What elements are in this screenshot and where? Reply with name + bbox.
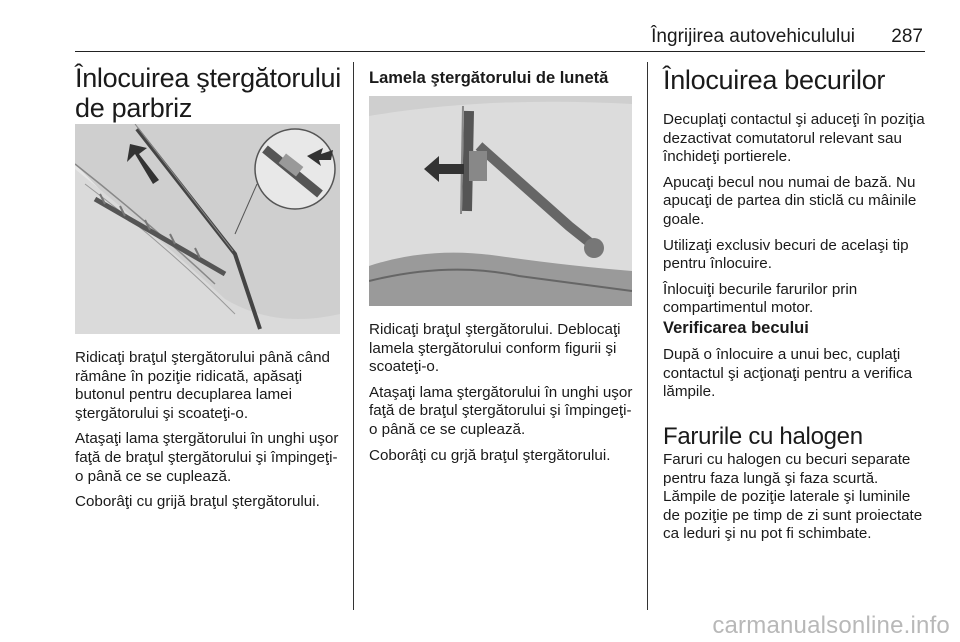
rear-wiper-illustration — [369, 96, 632, 306]
paragraph: Înlocuiţi becurile farurilor prin compartimentul motor. — [663, 280, 858, 317]
watermark: carmanualsonline.info — [712, 612, 950, 639]
section-heading-windscreen-wiper: Înlocuirea ştergătorului de parbriz — [75, 63, 341, 123]
paragraph: Utilizaţi exclusiv becuri de acelaşi tip pentru înlocuire. — [663, 236, 909, 273]
paragraph: După o înlocuire a unui bec, cuplaţi contactul şi acţionaţi pentru a verifica lămpile. — [663, 346, 913, 401]
section-heading-bulb-replacement: Înlocuirea becurilor — [663, 65, 886, 95]
rear-wiper-text — [369, 321, 635, 465]
column-divider-2 — [647, 62, 648, 610]
paragraph: Apucaţi becul nou numai de bază. Nu apucaţi de partea din sticlă cu mâinile goale. — [663, 173, 917, 228]
paragraph: Ataşaţi lama ştergătorului în unghi uşor faţă de braţul ştergătorului şi împingeţi-o până ce se cuplează. — [75, 430, 339, 485]
paragraph: Ataşaţi lama ştergătorului în unghi uşor faţă de braţul ştergătorului şi împingeţi-o până ce se cuplează. — [369, 383, 633, 438]
section-heading-halogen-headlights: Farurile cu halogen — [663, 423, 863, 450]
paragraph: Ridicaţi braţul ştergătorului. Deblocaţi lamela ştergătorului conform figurii şi scoateţi-o. — [369, 321, 621, 376]
column-divider-1 — [353, 62, 354, 610]
figure-rear-wiper — [369, 96, 632, 306]
page-header — [75, 26, 925, 52]
header-title: Îngrijirea autovehiculului — [651, 26, 855, 47]
header-rule — [75, 51, 925, 52]
page-number: 287 — [891, 26, 923, 47]
section-heading-rear-wiper: Lamela ştergătorului de lunetă — [369, 69, 609, 87]
windscreen-wiper-text — [75, 349, 343, 512]
paragraph: Faruri cu halogen cu becuri separate pentru faza lungă şi faza scurtă. Lămpile de poziţie laterale şi luminile de poziţie pe timp de zi sunt proiectate ca leduri şi nu pot fi schimbate. — [663, 451, 923, 543]
figure-windscreen-wiper — [75, 124, 340, 334]
paragraph: Decuplaţi contactul şi aduceţi în poziţia dezactivat comutatorul relevant sau închideţi portierele. — [663, 111, 925, 166]
paragraph: Ridicaţi braţul ştergătorului până când rămâne în poziţie ridicată, apăsaţi butonul pentru decuplarea lamei ştergătorului şi scoateţi-o. — [75, 349, 330, 422]
subheading-bulb-check: Verificarea becului — [663, 319, 809, 337]
windscreen-wiper-illustration — [75, 124, 340, 334]
paragraph: Coborâţi cu grjă braţul ştergătorului. — [369, 446, 611, 464]
paragraph: Coborâţi cu grijă braţul ştergătorului. — [75, 493, 320, 511]
bulb-replacement-text — [663, 111, 927, 318]
